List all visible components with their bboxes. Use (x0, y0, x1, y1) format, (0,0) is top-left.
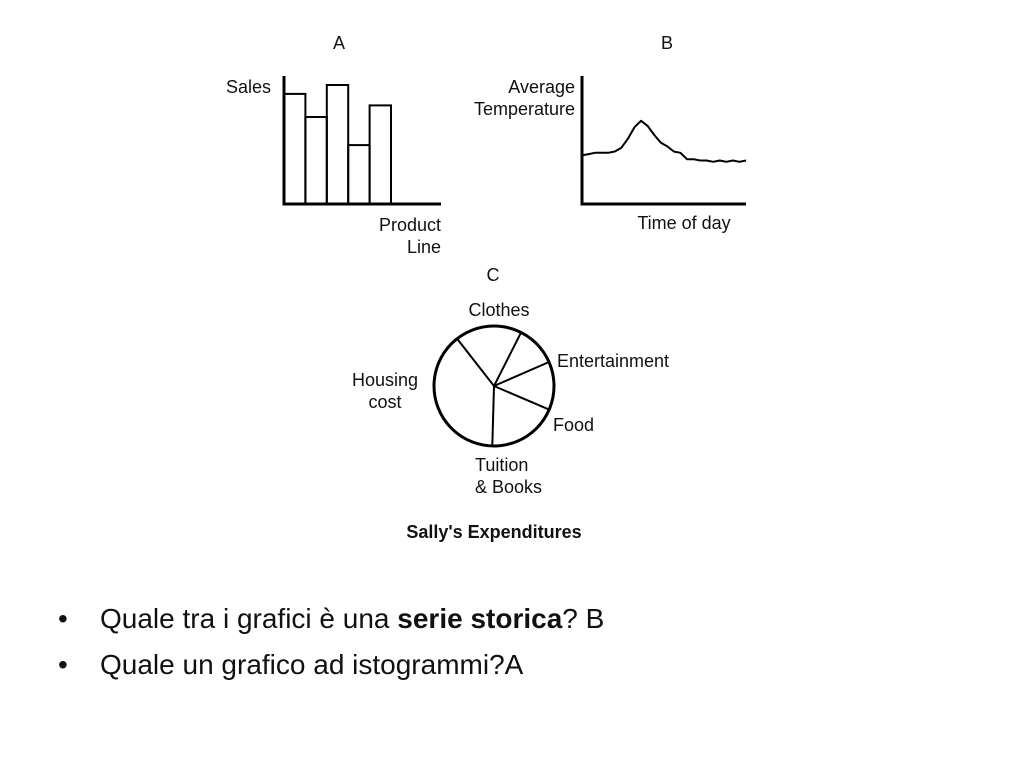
panel-a-bar-chart (226, 33, 441, 257)
bar-2 (305, 117, 326, 204)
bar-4 (348, 145, 369, 204)
bar-5 (370, 105, 391, 204)
panel-a-y-axis-label: Sales (225, 77, 271, 97)
pie-divider-3 (494, 362, 549, 386)
pie-label-tuition-line1: Tuition (475, 455, 529, 475)
panel-b-y-axis-label-line2: Temperature (473, 99, 575, 119)
panel-b-temperature-line (582, 121, 746, 162)
pie-chart-caption: Sally's Expenditures (406, 522, 582, 542)
panel-a-letter: A (332, 33, 346, 53)
bar-1 (284, 94, 305, 204)
panel-b-line-chart (474, 33, 746, 233)
question-list (58, 596, 604, 688)
panel-b-letter: B (660, 33, 674, 53)
question-item-histogram (58, 642, 604, 688)
bar-3 (327, 85, 348, 204)
pie-label-housing-line1: Housing (351, 370, 419, 390)
pie-divider-5 (492, 386, 494, 446)
question-1-text: Quale tra i grafici è una (100, 603, 398, 634)
panel-a-x-axis-label-line2: Line (406, 237, 441, 257)
question-2-text: Quale un grafico ad istogrammi?A (100, 649, 524, 680)
pie-label-tuition-line2: & Books (475, 477, 543, 497)
panel-a-bars (284, 85, 391, 204)
question-1-answer: ? B (562, 603, 605, 634)
bullet-marker: • (58, 649, 68, 680)
panel-c-letter: C (486, 265, 500, 285)
pie-divider-1 (457, 339, 494, 386)
panel-c-pie-chart (352, 265, 669, 542)
pie-label-food: Food (553, 415, 595, 435)
panel-a-x-axis-label-line1: Product (378, 215, 441, 235)
bullet-marker: • (58, 603, 68, 634)
pie-label-clothes: Clothes (468, 300, 530, 320)
pie-label-housing-line2: cost (368, 392, 402, 412)
pie-divider-2 (494, 332, 521, 386)
panel-b-x-axis-label: Time of day (637, 213, 731, 233)
panel-b-y-axis-label-line1: Average (508, 77, 575, 97)
question-1-bold-term: serie storica (397, 603, 563, 634)
pie-divider-4 (494, 386, 549, 410)
question-item-time-series (58, 596, 604, 642)
pie-label-entertainment: Entertainment (557, 351, 670, 371)
